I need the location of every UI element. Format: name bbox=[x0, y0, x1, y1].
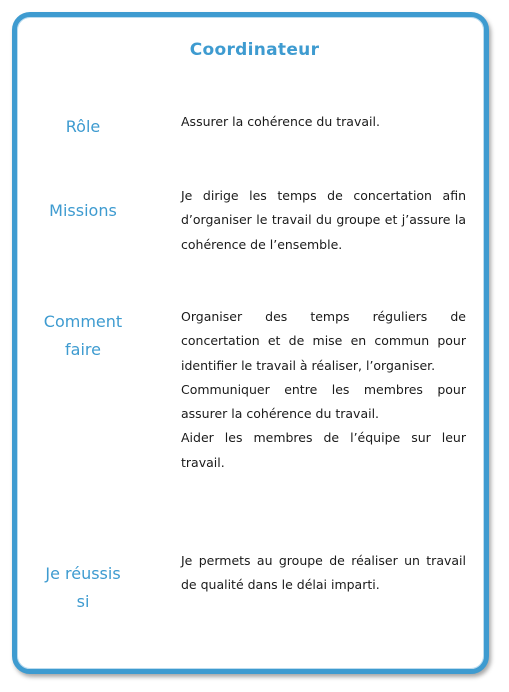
label-missions: Missions bbox=[49, 201, 117, 220]
text-role-paragraph: Assurer la cohérence du travail. bbox=[181, 114, 380, 129]
text-comment-faire bbox=[181, 305, 466, 475]
text-comment-faire-paragraph-1: Organiser des temps réguliers de concertation et de mise en commun pour identifier le travail à réaliser, l’organiser. bbox=[181, 309, 466, 373]
label-comment-faire bbox=[28, 308, 138, 364]
label-je-reussis-si bbox=[28, 560, 138, 616]
label-comment-faire-line-2: faire bbox=[65, 340, 101, 359]
label-je-reussis-si-line-2: si bbox=[76, 592, 90, 611]
label-role: Rôle bbox=[65, 117, 101, 136]
text-je-reussis-si-paragraph: Je permets au groupe de réaliser un travail de qualité dans le délai imparti. bbox=[181, 553, 466, 593]
card-title: Coordinateur bbox=[189, 40, 320, 60]
label-je-reussis-si-line-1: Je réussis bbox=[45, 564, 121, 583]
text-missions bbox=[181, 184, 466, 257]
text-role bbox=[181, 110, 466, 134]
text-je-reussis-si bbox=[181, 549, 466, 598]
text-missions-paragraph: Je dirige les temps de concertation afin d’organiser le travail du groupe et j’assure la cohérence de l’ensemble. bbox=[181, 188, 466, 252]
text-comment-faire-paragraph-3: Aider les membres de l’équipe sur leur travail. bbox=[181, 430, 466, 470]
label-comment-faire-line-1: Comment bbox=[43, 312, 123, 331]
text-comment-faire-paragraph-2: Communiquer entre les membres pour assurer la cohérence du travail. bbox=[181, 381, 466, 422]
